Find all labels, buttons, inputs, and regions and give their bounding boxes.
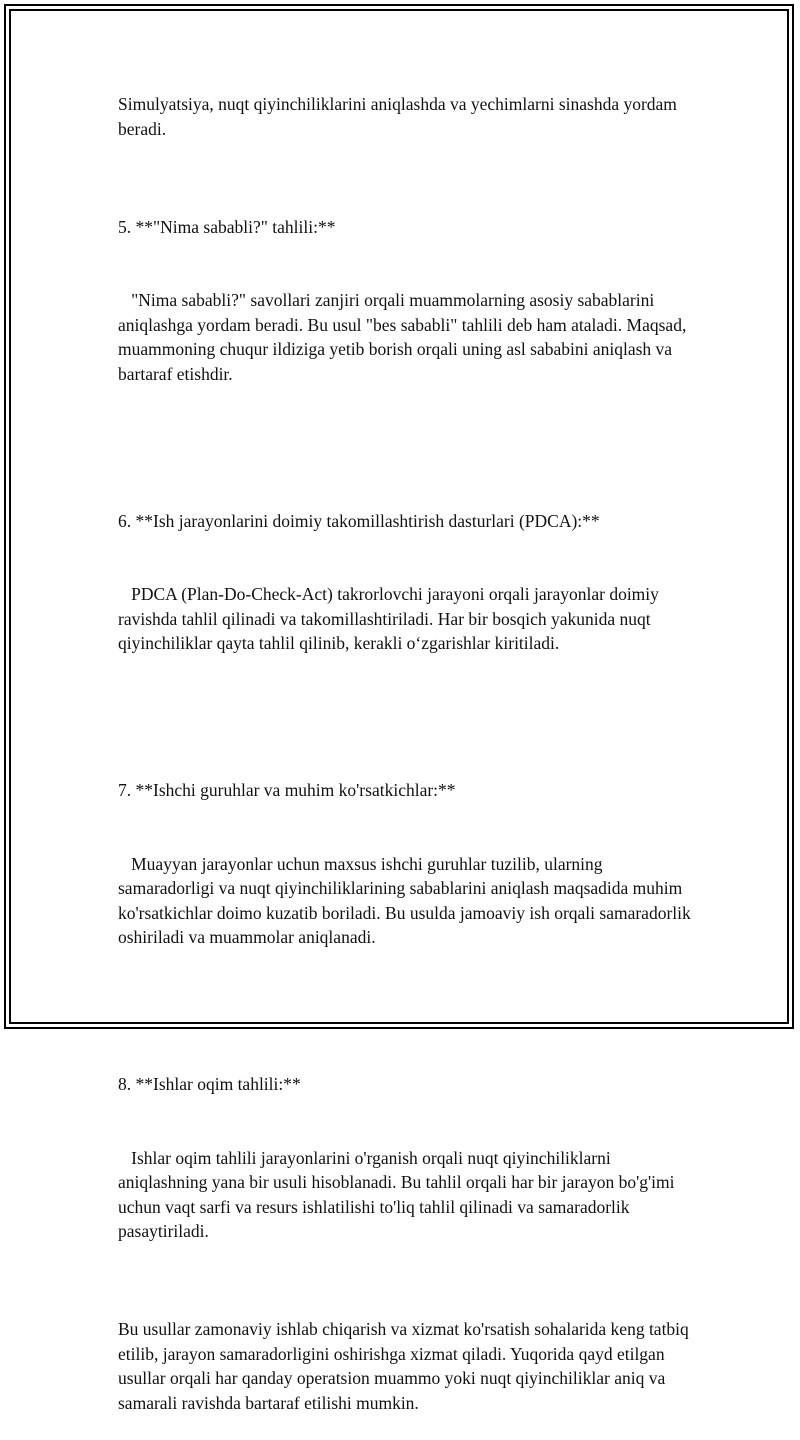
section-body: Ishlar oqim tahlili jarayonlarini o'rganish orqali nuqt qiyinchiliklarni aniqlashning yana bir usuli hisoblanadi. Bu tahlil orqali har bir jarayon bo'g'imi uchun vaqt sarfi va resurs ishlatilishi to'liq tahlil qilinadi va samaradorlik pasaytiriladi.	[118, 1147, 679, 1241]
section-7	[118, 729, 698, 999]
document-body	[118, 92, 698, 1440]
section-body: Muayyan jarayonlar uchun maxsus ishchi guruhlar tuzilib, ularning samaradorligi va nuqt qiyinchiliklarining sabablarini aniqlash maqsadida muhim ko'rsatkichlar doimo kuzatib boriladi. Bu usulda jamoaviy ish orqali samaradorlik oshiriladi va muammolar aniqlanadi.	[118, 853, 696, 947]
section-body: "Nima sababli?" savollari zanjiri orqali muammolarning asosiy sabablarini aniqlashga yordam beradi. Bu usul "bes sababli" tahlili deb ham ataladi. Maqsad, muammoning chuqur ildiziga yetib borish orqali uning asl sababini aniqlash va bartaraf etishdir.	[118, 290, 691, 384]
intro-paragraph: Simulyatsiya, nuqt qiyinchiliklarini aniqlashda va yechimlarni sinashda yordam beradi.	[118, 94, 682, 139]
section-heading: 5. **"Nima sababli?" tahlili:**	[118, 216, 336, 237]
section-6	[118, 460, 698, 705]
section-heading: 6. **Ish jarayonlarini doimiy takomillashtirish dasturlari (PDCA):**	[118, 510, 600, 531]
section-5	[118, 166, 698, 436]
conclusion-paragraph: Bu usullar zamonaviy ishlab chiqarish va xizmat ko'rsatish sohalarida keng tatbiq etilib, jarayon samaradorligini oshirishga xizmat qiladi. Yuqorida qayd etilgan usullar orqali har qanday operatsion muammo yoki nuqt qiyinchiliklar aniq va samarali ravishda bartaraf etilishi mumkin.	[118, 1319, 694, 1413]
section-body: PDCA (Plan-Do-Check-Act) takrorlovchi jarayoni orqali jarayonlar doimiy ravishda tahlil qilinadi va takomillashtiriladi. Har bir bosqich yakunida nuqt qiyinchiliklar qayta tahlil qilinib, kerakli o‘zgarishlar kiritiladi.	[118, 584, 664, 653]
section-heading: 7. **Ishchi guruhlar va muhim ko'rsatkichlar:**	[118, 780, 456, 800]
section-heading: 8. **Ishlar oqim tahlili:**	[118, 1074, 301, 1094]
section-8	[118, 1023, 698, 1293]
